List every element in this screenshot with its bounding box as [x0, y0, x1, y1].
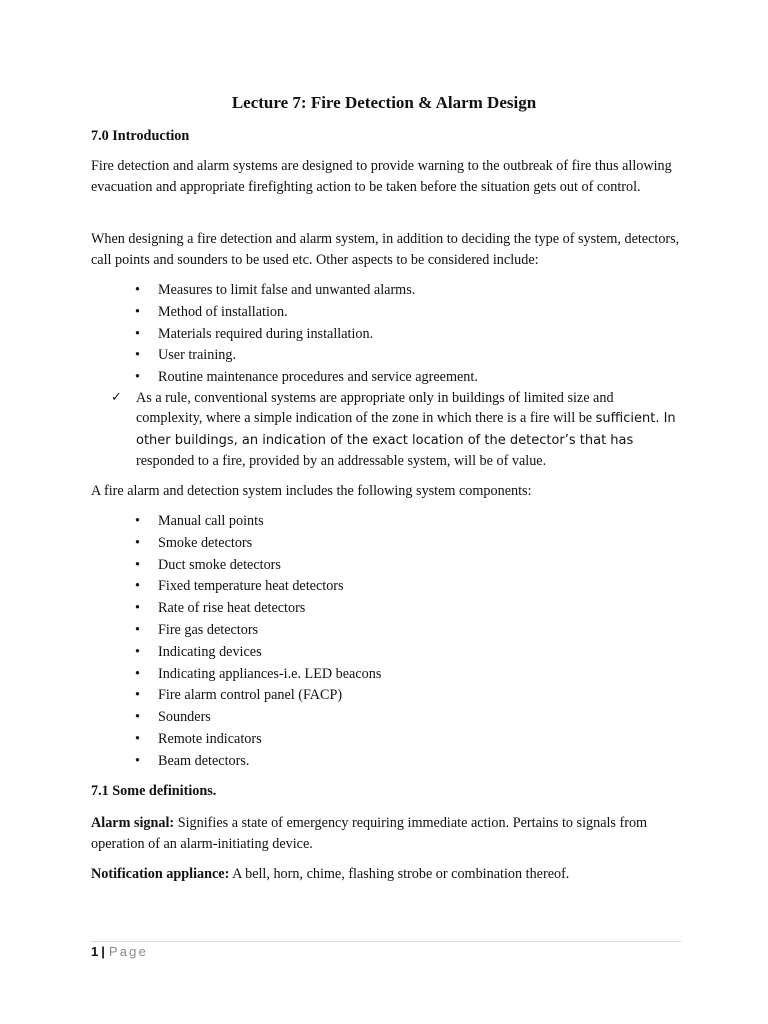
- aspect-list-item-text: Routine maintenance procedures and service agreement.: [158, 369, 478, 386]
- component-list-item-text: Beam detectors.: [158, 752, 250, 769]
- checkmark-icon: ✓: [111, 390, 122, 405]
- component-list-item-text: Fire alarm control panel (FACP): [158, 687, 343, 704]
- component-list-item: [91, 642, 681, 664]
- definition-text-alarm-signal: Signifies a state of emergency requiring immediate action. Pertains to signals from operation of an alarm-initiating device.: [91, 815, 648, 852]
- intro-paragraph-1: Fire detection and alarm systems are designed to provide warning to the outbreak of fire thus allowing evacuation and appropriate firefighting action to be taken before the situation gets out of control.: [91, 158, 672, 195]
- aspect-list-item-text: User training.: [158, 347, 237, 364]
- component-list-item: [91, 729, 681, 751]
- bullet-icon: •: [135, 347, 140, 364]
- bullet-icon: •: [135, 752, 140, 769]
- aspect-list-item: [91, 302, 681, 324]
- component-list-item: [91, 533, 681, 555]
- bullet-icon: •: [135, 513, 140, 529]
- bullet-icon: •: [135, 730, 140, 747]
- component-list-item-text: Fixed temperature heat detectors: [158, 578, 344, 595]
- component-list-item: [91, 576, 681, 598]
- definition-term-notification-appliance: Notification appliance:: [91, 866, 230, 882]
- bullet-icon: •: [135, 556, 140, 573]
- page-label: Page: [108, 944, 149, 959]
- component-list-item: [91, 620, 681, 642]
- component-list-item-text: Rate of rise heat detectors: [158, 600, 306, 617]
- bullet-icon: •: [135, 325, 140, 342]
- component-list-item: [91, 664, 681, 686]
- definition-notification-appliance: [91, 864, 681, 885]
- bullet-icon: •: [135, 534, 140, 551]
- components-intro: A fire alarm and detection system includes the following system components:: [91, 483, 532, 499]
- bullet-icon: •: [135, 369, 140, 386]
- bullet-icon: •: [135, 709, 140, 726]
- intro-paragraph-2: When designing a fire detection and alarm system, in addition to deciding the type of system, detectors, call points and sounders to be used etc. Other aspects to be considered include:: [91, 231, 680, 268]
- checkmark-note: [111, 388, 681, 472]
- bullet-icon: •: [135, 665, 140, 682]
- bullet-icon: •: [135, 600, 140, 617]
- component-list-item: [91, 685, 681, 707]
- page-number: 1: [91, 944, 99, 959]
- bullet-icon: •: [135, 643, 140, 660]
- aspect-list-item: [91, 345, 681, 367]
- component-list-item-text: Duct smoke detectors: [158, 556, 281, 573]
- aspect-list-item-text: Materials required during installation.: [158, 325, 374, 342]
- checkmark-note-text-part2: sufficient. In other buildings, an indication of the exact location of the detector’s that has: [136, 411, 676, 448]
- checkmark-note-text: [136, 388, 681, 472]
- component-list-item: [91, 555, 681, 577]
- aspect-list-item: [91, 280, 681, 302]
- footer-divider: [91, 941, 681, 942]
- checkmark-note-text-part3: responded to a fire, provided by an addressable system, will be of value.: [136, 453, 547, 470]
- page-title: Lecture 7: Fire Detection & Alarm Design: [231, 93, 537, 112]
- page-footer: [91, 943, 148, 961]
- section-heading-introduction: 7.0 Introduction: [91, 128, 190, 144]
- component-list-item-text: Indicating appliances-i.e. LED beacons: [158, 665, 382, 682]
- aspect-list-item: [91, 324, 681, 346]
- bullet-icon: •: [135, 578, 140, 595]
- checkmark-note-text-part1: As a rule, conventional systems are appropriate only in buildings of limited size and complexity, where a simple indication of the zone in which there is a fire will be: [136, 390, 614, 427]
- component-list-item: [91, 598, 681, 620]
- component-list-item-text: Indicating devices: [158, 643, 262, 660]
- component-list-item-text: Sounders: [158, 709, 211, 726]
- components-bullet-list: [91, 511, 681, 773]
- definition-alarm-signal: [91, 813, 681, 855]
- section-heading-definitions: 7.1 Some definitions.: [91, 783, 217, 799]
- aspect-list-item-text: Method of installation.: [158, 303, 288, 320]
- component-list-item: [91, 707, 681, 729]
- bullet-icon: •: [135, 621, 140, 638]
- component-list-item-text: Smoke detectors: [158, 534, 253, 551]
- bullet-icon: •: [135, 687, 140, 704]
- aspect-list-item-text: Measures to limit false and unwanted alarms.: [158, 282, 416, 298]
- component-list-item-text: Fire gas detectors: [158, 621, 259, 638]
- definition-text-notification-appliance: A bell, horn, chime, flashing strobe or combination thereof.: [229, 866, 570, 882]
- bullet-icon: •: [135, 303, 140, 320]
- definition-term-alarm-signal: Alarm signal:: [91, 815, 175, 831]
- aspects-bullet-list: [91, 280, 681, 389]
- footer-separator: |: [101, 944, 105, 959]
- component-list-item: [91, 751, 681, 773]
- bullet-icon: •: [135, 282, 140, 298]
- aspect-list-item: [91, 367, 681, 389]
- component-list-item-text: Remote indicators: [158, 730, 262, 747]
- component-list-item: [91, 511, 681, 533]
- component-list-item-text: Manual call points: [158, 513, 264, 529]
